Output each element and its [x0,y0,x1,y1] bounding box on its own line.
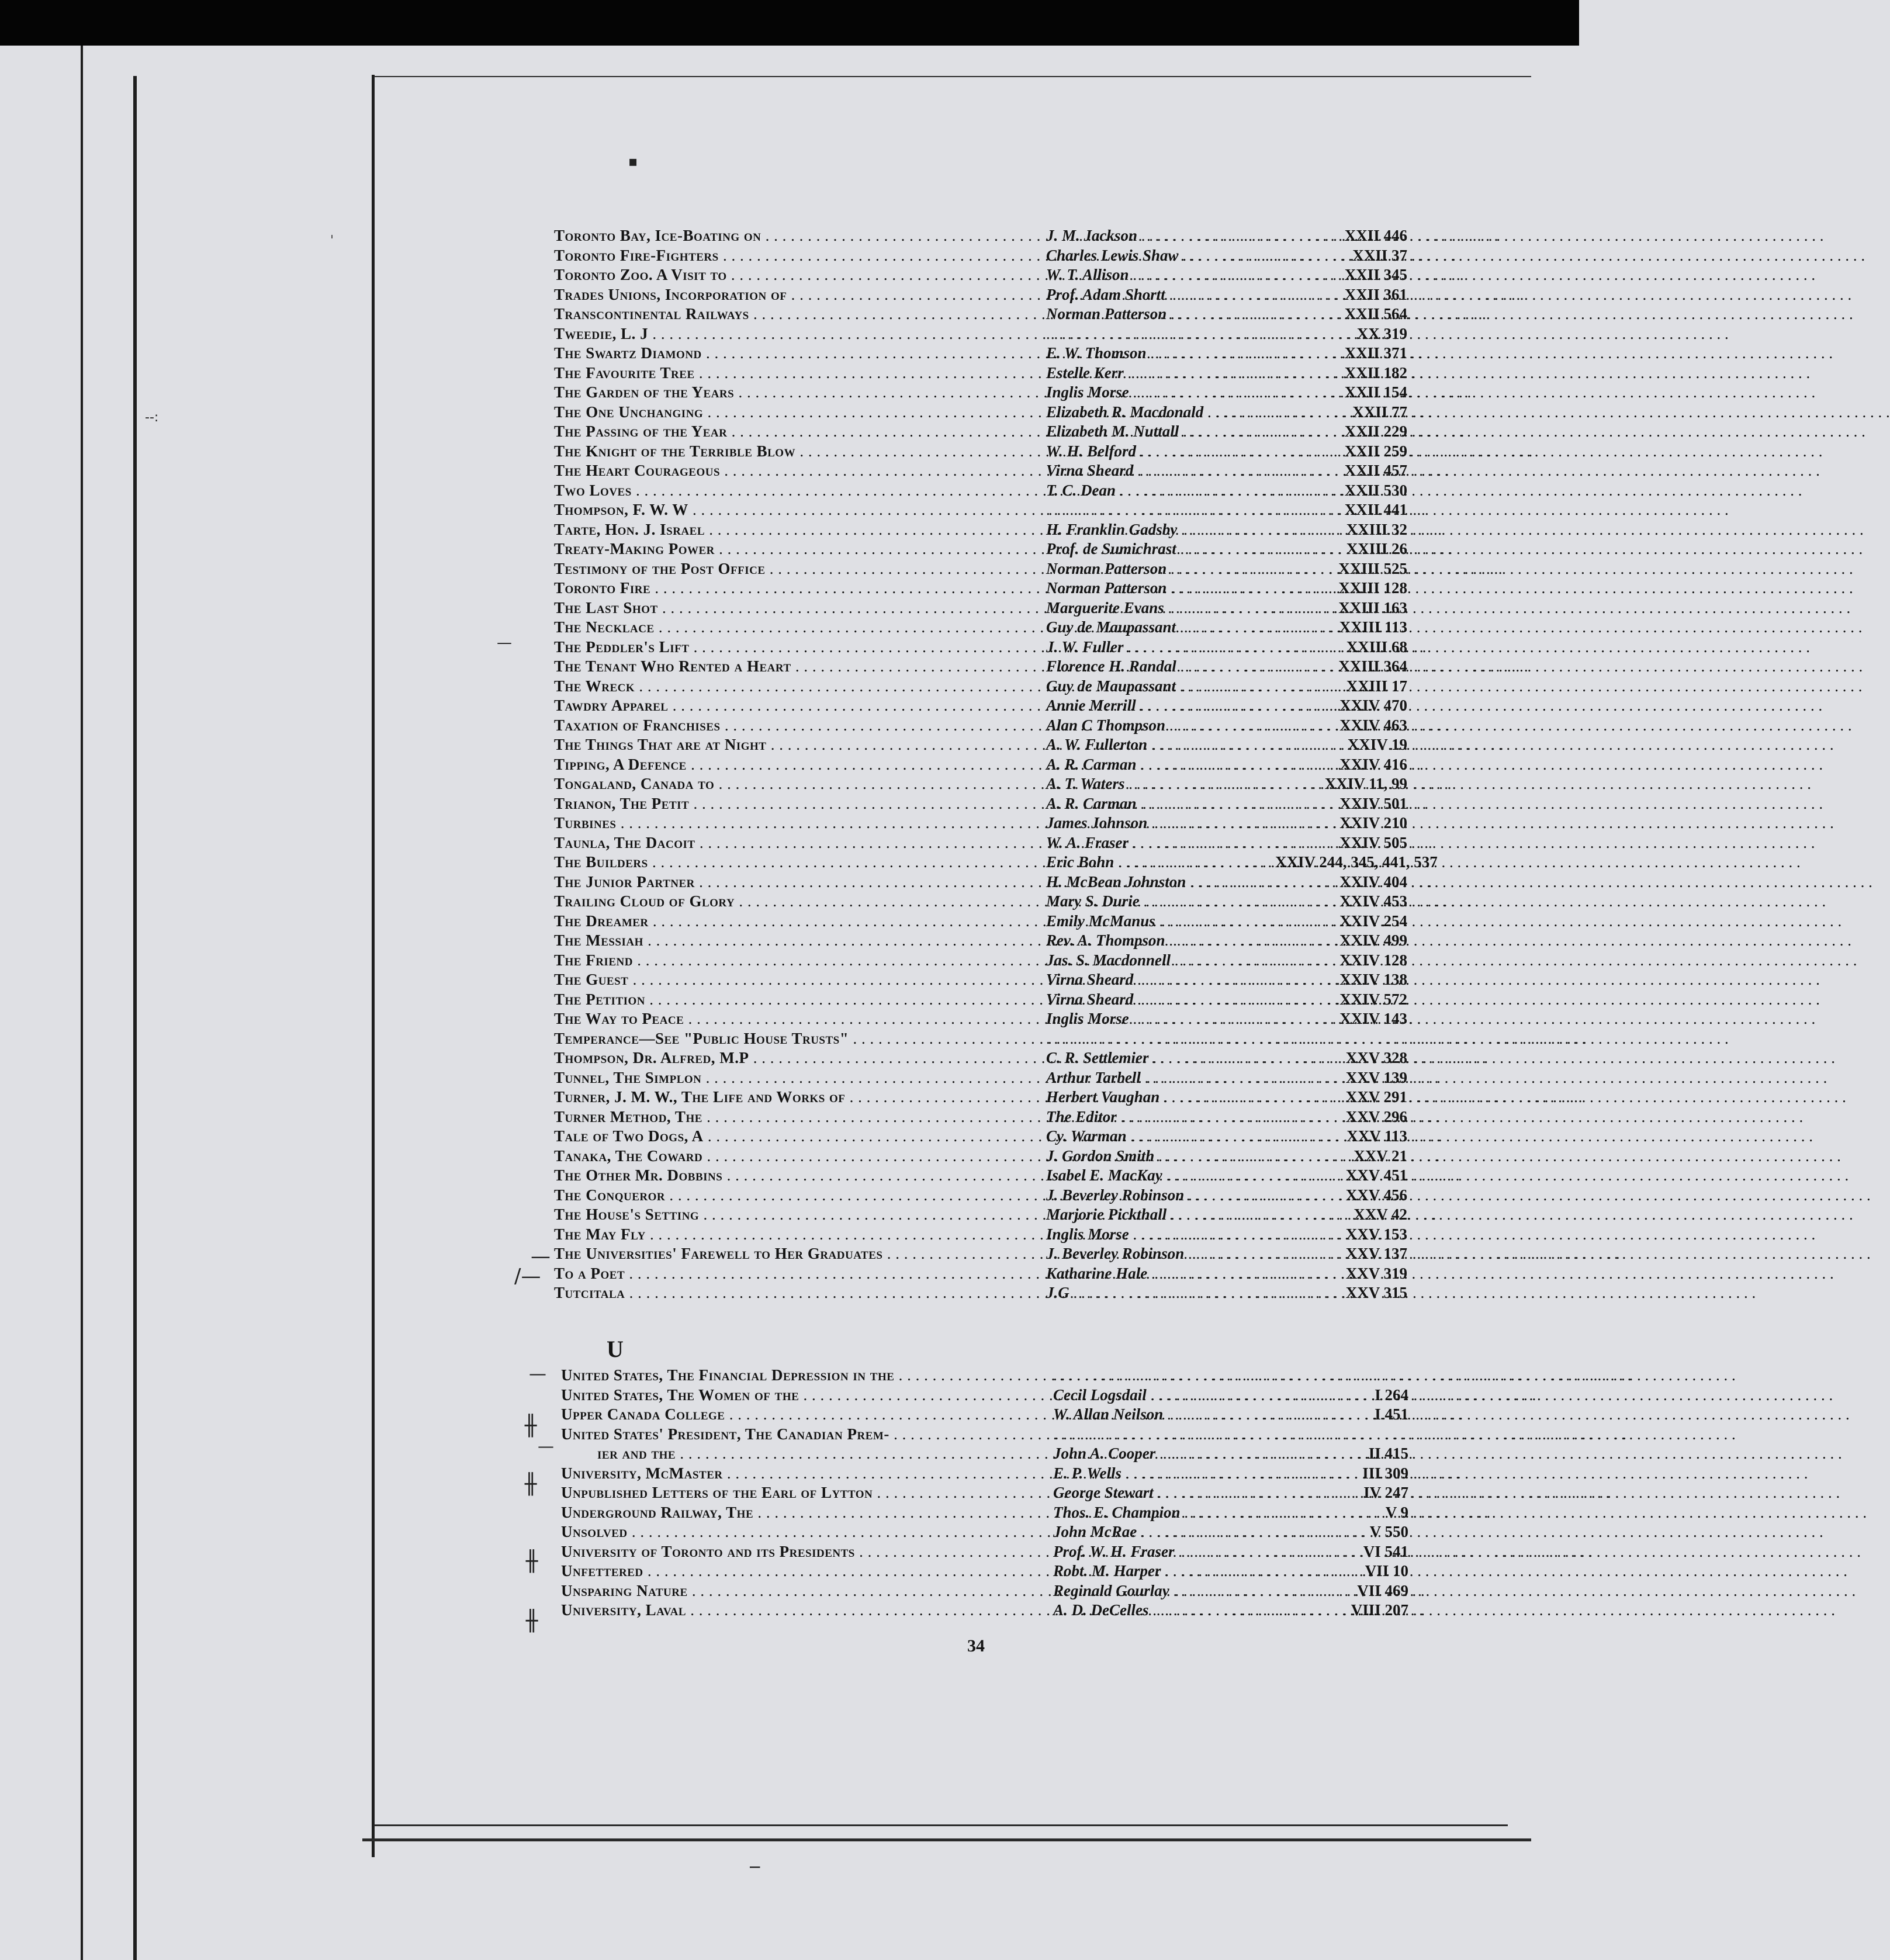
entry-ref: XXIII 163 [1338,598,1407,617]
entry-author [1046,500,1275,520]
entry-author: Cecil Logsdail . . . [1053,1386,1282,1405]
entry-title: The Dreamer . . . [554,912,1046,931]
index-entry [554,931,1407,951]
entry-author: Elizabeth R. Macdonald . . . [1046,403,1275,423]
entry-title: Tanaka, The Coward . . . [554,1147,1046,1166]
entry-ref: XXV 451 [1345,1166,1407,1184]
entry-author [1046,324,1275,344]
entry-author: Estelle Kerr . . . [1046,363,1275,383]
entry-author: J.G . . . [1046,1283,1275,1303]
entry-author: Elizabeth M. Nuttall . . . [1046,422,1275,442]
entry-ref: XXIV 453 [1339,892,1407,910]
entry-title: The Peddler's Lift . . . [554,638,1046,657]
entry-title: To a Poet . . . [554,1264,1046,1284]
stray-mark: ▪ [628,153,638,169]
margin-dash-mark: — [497,634,512,652]
entry-author: Herbert Vaughan . . . [1046,1088,1275,1107]
entry-author: Inglis Morse . . . [1046,1009,1275,1029]
entry-ref: XXIV 11, 99 [1324,775,1407,792]
entry-title: Toronto Zoo. A Visit to . . . [554,265,1046,285]
entry-title: Tarte, Hon. J. Israel . . . [554,520,1046,540]
entry-author: A. R. Carman . . . [1046,755,1275,775]
index-entry [554,990,1407,1010]
frame-top-rule [374,76,1531,77]
entry-title: Testimony of the Post Office . . . [554,559,1046,579]
entry-title: The Necklace . . . [554,618,1046,638]
entry-title: Tawdry Apparel . . . [554,696,1046,716]
entry-ref: XXII 457 [1344,462,1407,479]
entry-ref: XXII 371 [1344,344,1407,362]
entry-title: The Knight of the Terrible Blow . . . [554,442,1046,462]
entry-author: Mary S. Durie . . . [1046,892,1275,912]
entry-author: Virna Sheard . . . [1046,970,1275,990]
entry-title: The One Unchanging . . . [554,403,1046,423]
entry-title: The Guest . . . [554,970,1046,990]
entry-title: The Petition . . . [554,990,1046,1010]
index-entry [554,1166,1407,1186]
index-entry [554,618,1407,638]
entry-author: J. Gordon Smith . . . [1046,1147,1275,1166]
index-entry [554,559,1407,579]
entry-ref: XXV 291 [1345,1088,1407,1106]
entry-author: Prof. de Sumichrast . . . [1046,539,1275,559]
index-entry [554,970,1407,990]
index-entry [554,304,1407,324]
pencil-tally-mark: ╫ [526,1609,538,1633]
index-entry [554,657,1407,677]
entry-author: John McRae . . . [1053,1522,1282,1542]
entry-ref: XXII 446 [1344,227,1407,244]
entry-author: Florence H. Randal . . . [1046,657,1275,677]
entry-title: Treaty-Making Power . . . [554,539,1046,559]
entry-title: Unpublished Letters of the Earl of Lytton . . . [561,1483,1053,1503]
entry-author: Cy. Warman . . . [1046,1127,1275,1147]
entry-author: Virna Sheard . . . [1046,461,1275,481]
index-entry [554,1029,1407,1049]
entry-ref: XXV 21 [1354,1147,1407,1165]
pencil-tally-mark: ╫ [525,1473,537,1496]
entry-ref: VII 469 [1357,1581,1408,1599]
entry-title: The Friend . . . [554,951,1046,971]
index-entry [554,1107,1407,1127]
entry-title: Tunnel, The Simplon . . . [554,1068,1046,1088]
entry-author: J. M. Jackson . . . [1046,226,1275,246]
index-entry [554,794,1407,814]
index-entry [561,1581,1408,1601]
entry-ref: XXII 182 [1344,363,1407,382]
index-entry [561,1405,1408,1425]
entry-author: James Johnson . . . [1046,813,1275,833]
pencil-tally-mark: ╫ [526,1550,538,1573]
index-entry [554,539,1407,559]
entry-ref: XXII 345 [1344,266,1407,283]
index-entry [554,344,1407,363]
index-entry [561,1366,1408,1386]
entry-title: Trades Unions, Incorporation of . . . [554,285,1046,305]
entry-ref: XXII 361 [1344,285,1407,303]
entry-author: Emily McManus . . . [1046,912,1275,931]
entry-author: Inglis Morse . . . [1046,383,1275,403]
index-entry [561,1503,1408,1523]
entry-title: The Swartz Diamond . . . [554,344,1046,363]
entry-ref: XXIV 138 [1339,971,1407,988]
entry-ref: XXV 113 [1346,1127,1407,1145]
entry-ref: XXII 441 [1344,501,1407,518]
entry-ref: XXV 456 [1345,1186,1407,1204]
entry-title: ier and the . . . [561,1444,1053,1464]
entry-ref: XXIII 32 [1346,520,1407,538]
index-entry [554,833,1407,853]
index-entry [554,500,1407,520]
entry-title: The House's Setting . . . [554,1205,1046,1225]
entry-ref: I 451 [1375,1405,1408,1423]
entry-ref: XXIV 501 [1339,794,1407,812]
entry-ref: XXV 139 [1345,1068,1407,1086]
entry-ref: III 309 [1362,1464,1408,1482]
entry-author: Marjorie Pickthall . . . [1046,1205,1275,1225]
section-letter-u: U [607,1336,624,1362]
index-entry [561,1425,1408,1445]
index-entry [554,892,1407,912]
entry-title: Upper Canada College . . . [561,1405,1053,1425]
pencil-check-mark: /— [514,1265,541,1288]
entry-author: E. P. Wells . . . [1053,1464,1282,1484]
index-entry [554,1127,1407,1147]
entry-author: Robt. M. Harper . . . [1053,1561,1282,1581]
entry-title: Unsparing Nature . . . [561,1581,1053,1601]
entry-author: J. Beverley Robinson . . . [1046,1244,1275,1264]
entry-author [1053,1425,1282,1445]
index-entry [554,403,1407,423]
entry-ref: XXII 564 [1344,305,1407,323]
entry-title: University, McMaster . . . [561,1464,1053,1484]
entry-title: Tutcitala . . . [554,1283,1046,1303]
index-entry [554,853,1438,872]
entry-title: Tweedie, L. J . . . [554,324,1046,344]
entry-author: E. W. Thomson . . . [1046,344,1275,363]
entry-ref: XXII 37 [1352,246,1407,264]
index-entry [554,716,1407,736]
index-entry [554,696,1407,716]
entry-ref: II 415 [1368,1445,1408,1462]
entry-ref: XXIII 68 [1346,638,1407,656]
entry-title: The Conqueror . . . [554,1186,1046,1206]
entry-title: Taunla, The Dacoit . . . [554,833,1046,853]
index-entry [554,461,1407,481]
entry-ref: XXIII 113 [1339,618,1407,636]
entry-ref: XXV 315 [1345,1284,1407,1301]
index-entry [554,1048,1407,1068]
entry-ref: I 264 [1375,1386,1408,1404]
frame-bottom-rule [374,1824,1508,1826]
entry-title: Transcontinental Railways . . . [554,304,1046,324]
index-entry [554,638,1407,657]
entry-title: The Garden of the Years . . . [554,383,1046,403]
index-entry [561,1542,1408,1562]
entry-author: Norman Patterson . . . [1046,304,1275,324]
index-entry [561,1601,1408,1620]
index-entry [554,598,1407,618]
entry-title: The Last Shot . . . [554,598,1046,618]
index-entry [554,912,1407,931]
entry-title: The Wreck . . . [554,677,1046,697]
entry-ref: XXV 296 [1345,1107,1407,1126]
entry-author: Katharine Hale . . . [1046,1264,1275,1284]
entry-title: The Passing of the Year . . . [554,422,1046,442]
entry-title: The Heart Courageous . . . [554,461,1046,481]
entry-ref: XXV 319 [1345,1264,1407,1282]
entry-ref: XXIV 505 [1339,833,1407,851]
entry-title: Turner Method, The . . . [554,1107,1046,1127]
entry-author: J. W. Fuller . . . [1046,638,1275,657]
index-entry [554,755,1407,775]
index-list-t [554,226,1438,1303]
entry-author: W. A. Fraser . . . [1046,833,1275,853]
entry-author: Guy de Maupassant . . . [1046,677,1275,697]
margin-dash-mark: --: [145,410,159,425]
entry-author [1046,1029,1275,1049]
entry-title: Turner, J. M. W., The Life and Works of . . . [554,1088,1046,1107]
entry-author: Charles Lewis Shaw . . . [1046,246,1275,266]
entry-ref: XXIII 17 [1346,677,1407,695]
entry-author: W. H. Belford . . . [1046,442,1275,462]
entry-title: The Other Mr. Dobbins . . . [554,1166,1046,1186]
entry-ref: XXV 328 [1345,1049,1407,1066]
entry-ref: XXIV 470 [1339,697,1407,714]
index-entry [561,1483,1408,1503]
pencil-check-mark: — [538,1436,554,1456]
entry-author: Rev. A. Thompson . . . [1046,931,1275,951]
page-left-rule [133,76,137,1960]
entry-author: Virna Sheard . . . [1046,990,1275,1010]
index-entry [554,246,1407,266]
entry-author: Thos. E. Champion . . . [1053,1503,1282,1523]
entry-title: The Tenant Who Rented a Heart . . . [554,657,1046,677]
entry-title: The Universities' Farewell to Her Graduates . . . [554,1244,1046,1264]
entry-ref: IV 247 [1363,1484,1408,1501]
index-entry [561,1444,1408,1464]
entry-title: Unsolved . . . [561,1522,1053,1542]
index-entry [554,285,1407,305]
entry-author: Prof. Adam Shortt . . . [1046,285,1275,305]
entry-ref [1282,1366,1408,1386]
entry-ref: XXV 153 [1345,1225,1407,1243]
margin-dash-mark: − [748,1857,762,1876]
stray-mark: ˈ [330,234,334,248]
entry-title: Two Loves . . . [554,481,1046,501]
entry-title: The Builders . . . [554,853,1046,872]
entry-author: Eric Bohn . . . [1046,853,1275,872]
entry-author: Guy de Maupassant . . . [1046,618,1275,638]
entry-ref: XXIV 416 [1339,755,1407,773]
entry-title: Underground Railway, The . . . [561,1503,1053,1523]
index-entry [554,265,1407,285]
entry-author: Reginald Gourlay . . . [1053,1581,1282,1601]
entry-author: A. R. Carman . . . [1046,794,1275,814]
index-entry [554,1009,1407,1029]
index-entry [561,1561,1408,1581]
entry-author: W. Allan Neilson . . . [1053,1405,1282,1425]
entry-ref [1282,1425,1408,1445]
entry-author: H. McBean Johnston . . . [1046,872,1275,892]
entry-author: Isabel E. MacKay . . . [1046,1166,1275,1186]
index-list-u [561,1366,1408,1620]
entry-author: C. R. Settlemier . . . [1046,1048,1275,1068]
index-entry [561,1464,1408,1484]
entry-title: Turbines . . . [554,813,1046,833]
entry-ref: VI 541 [1363,1542,1408,1560]
entry-title: The Way to Peace . . . [554,1009,1046,1029]
entry-title: United States' President, The Canadian Prem- . . . [561,1425,1053,1445]
entry-title: Trianon, The Petit . . . [554,794,1046,814]
entry-title: The Messiah . . . [554,931,1046,951]
index-entry [554,422,1407,442]
entry-title: The Things That are at Night . . . [554,735,1046,755]
entry-author: John A. Cooper . . . [1053,1444,1282,1464]
entry-author: Prof. W. H. Fraser . . . [1053,1542,1282,1562]
entry-title: The Junior Partner . . . [554,872,1046,892]
entry-ref: XXV 137 [1345,1245,1407,1262]
entry-ref: XXIV 143 [1339,1010,1407,1027]
index-entry [561,1386,1408,1405]
index-entry [554,226,1407,246]
entry-title: Tongaland, Canada to . . . [554,774,1046,794]
index-entry [554,1283,1407,1303]
entry-title: Trailing Cloud of Glory . . . [554,892,1046,912]
entry-ref: XXII 77 [1352,403,1407,421]
index-entry [554,774,1407,794]
entry-ref: XXII 154 [1344,383,1407,401]
entry-author: A. D. DeCelles . . . [1053,1601,1282,1620]
entry-ref: XXIV 463 [1339,716,1407,734]
entry-author [1053,1366,1282,1386]
entry-author: Arthur Tarbell . . . [1046,1068,1275,1088]
entry-author: A. W. Fullerton . . . [1046,735,1275,755]
entry-author: Marguerite Evans . . . [1046,598,1275,618]
index-entry [554,813,1407,833]
entry-author: A. T. Waters . . . [1046,774,1275,794]
entry-author: W. T. Allison . . . [1046,265,1275,285]
pencil-check-mark: — [531,1245,551,1268]
entry-author: Norman Patterson . . . [1046,559,1275,579]
entry-title: Toronto Fire . . . [554,579,1046,598]
entry-ref: XXIV 128 [1339,951,1407,969]
entry-ref: XXIII 128 [1338,579,1407,597]
index-entry [554,1186,1407,1206]
index-entry [554,1088,1407,1107]
index-entry [554,1264,1407,1284]
entry-ref: XXIV 244, 345, 441, 537 [1275,853,1438,871]
entry-author: The Editor . . . [1046,1107,1275,1127]
entry-author: J. Beverley Robinson . . . [1046,1186,1275,1206]
entry-ref: XXIV 404 [1339,872,1407,891]
index-entry [554,383,1407,403]
entry-author: George Stewart . . . [1053,1483,1282,1503]
scan-top-border [0,0,1579,46]
entry-ref: VII 10 [1365,1562,1408,1580]
entry-ref [1275,1029,1407,1049]
entry-ref: XXIV 254 [1339,912,1407,930]
index-entry [554,1147,1407,1166]
entry-title: The May Fly . . . [554,1225,1046,1245]
entry-author: H. Franklin Gadsby . . . [1046,520,1275,540]
index-entry [561,1522,1408,1542]
entry-ref: XXIV 210 [1339,814,1407,832]
entry-author: Inglis Morse . . . [1046,1225,1275,1245]
entry-title: University of Toronto and its Presidents . . . [561,1542,1053,1562]
index-entry [554,677,1407,697]
entry-title: Taxation of Franchises . . . [554,716,1046,736]
entry-title: Temperance—See "Public House Trusts" . . . [554,1029,1046,1049]
entry-ref: XXIII 525 [1338,559,1407,577]
entry-ref: XX 319 [1356,324,1407,342]
index-entry [554,1205,1407,1225]
entry-ref: XXIV 499 [1339,931,1407,949]
entry-ref: XXII 259 [1344,442,1407,460]
entry-ref: XXIV 572 [1339,990,1407,1008]
index-entry [554,735,1407,755]
entry-ref: XXII 229 [1344,423,1407,440]
entry-title: The Favourite Tree . . . [554,363,1046,383]
entry-author: Norman Patterson . . . [1046,579,1275,598]
entry-title: Toronto Fire-Fighters . . . [554,246,1046,266]
index-entry [554,324,1407,344]
entry-ref: VIII 207 [1351,1601,1408,1619]
entry-title: Tipping, A Defence . . . [554,755,1046,775]
pencil-check-mark: — [529,1364,546,1384]
index-entry [554,520,1407,540]
index-entry [554,481,1407,501]
entry-ref: XXV 42 [1354,1206,1407,1223]
index-entry [554,442,1407,462]
index-entry [554,1225,1407,1245]
index-entry [554,579,1407,598]
pencil-tally-mark: ╫ [525,1414,537,1438]
page-number: 34 [967,1636,985,1656]
index-entry [554,1068,1407,1088]
entry-author: Jas. S. Macdonnell . . . [1046,951,1275,971]
index-entry [554,872,1407,892]
entry-ref: V 550 [1369,1523,1408,1540]
scan-left-edge-line [81,46,83,1960]
index-entry [554,363,1407,383]
entry-title: United States, The Financial Depression in the . . . [561,1366,1053,1386]
entry-author: Alan C Thompson . . . [1046,716,1275,736]
entry-ref: XXIII 364 [1338,657,1407,675]
entry-title: Unfettered . . . [561,1561,1053,1581]
entry-ref: XXIII 26 [1346,540,1407,557]
entry-ref: V 9 [1385,1503,1408,1521]
entry-title: Thompson, Dr. Alfred, M.P . . . [554,1048,1046,1068]
entry-title: University, Laval . . . [561,1601,1053,1620]
entry-author: T. C. Dean . . . [1046,481,1275,501]
entry-ref: XXII 530 [1344,481,1407,499]
frame-bottom-rule-outer [362,1838,1531,1841]
entry-title: Tale of Two Dogs, A . . . [554,1127,1046,1147]
entry-title: Thompson, F. W. W . . . [554,500,1046,520]
entry-ref: XXIV 19 [1347,736,1407,753]
index-entry [554,1244,1407,1264]
entry-author: Annie Merrill . . . [1046,696,1275,716]
index-entry [554,951,1407,971]
entry-title: United States, The Women of the . . . [561,1386,1053,1405]
frame-left-rule [372,75,375,1857]
entry-title: Toronto Bay, Ice-Boating on . . . [554,226,1046,246]
